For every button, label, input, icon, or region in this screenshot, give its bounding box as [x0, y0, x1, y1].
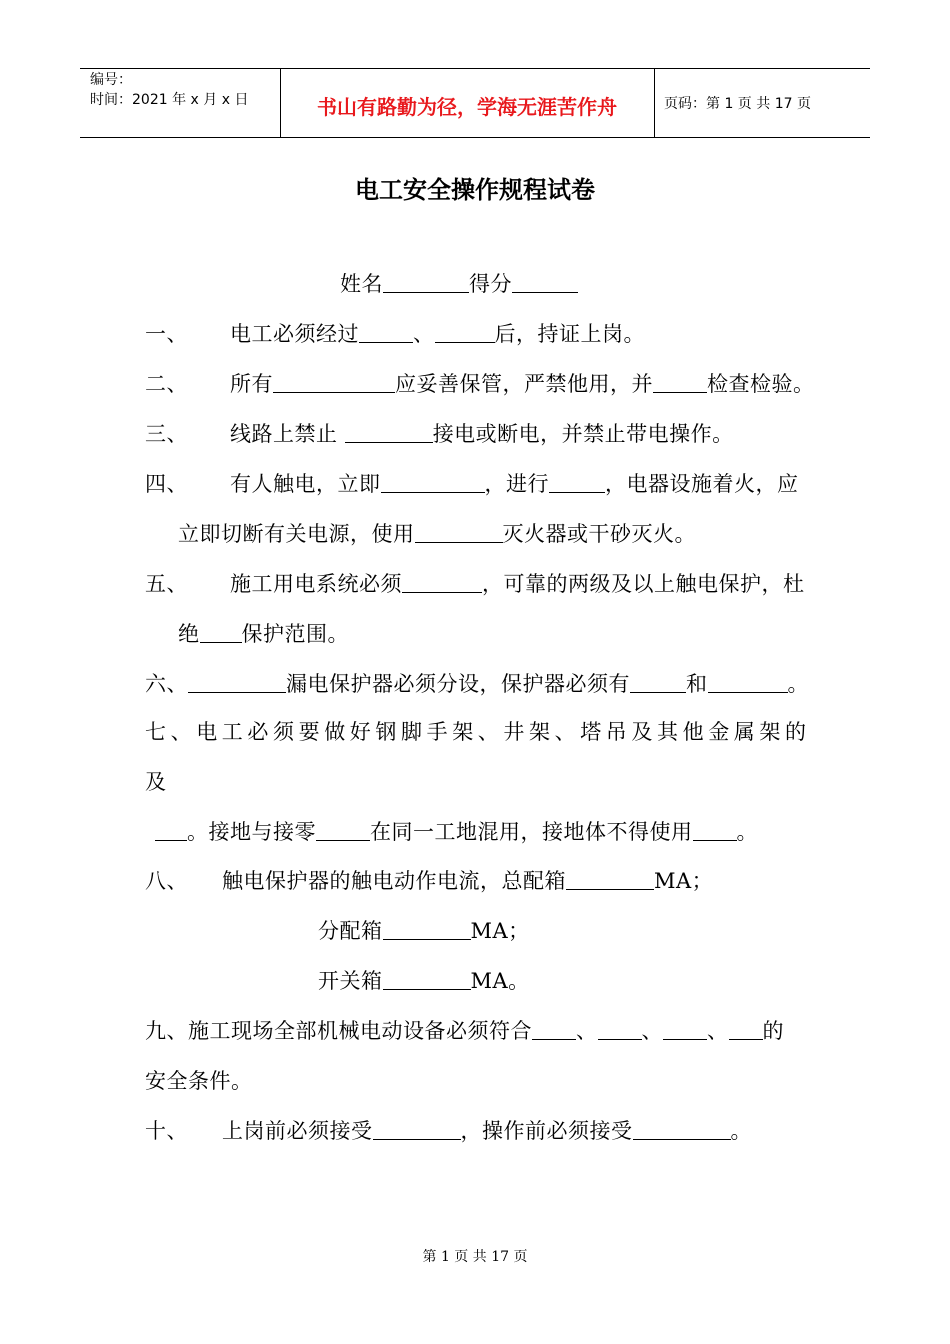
answer-blank[interactable]	[598, 1017, 642, 1040]
answer-blank[interactable]	[359, 320, 413, 343]
question-text: 。	[736, 820, 758, 844]
answer-blank[interactable]	[653, 370, 707, 393]
name-label: 姓名	[340, 272, 383, 296]
answer-blank[interactable]	[435, 320, 495, 343]
motto: 书山有路勤为径，学海无涯苦作舟	[317, 95, 617, 119]
question-text: 及	[145, 770, 167, 794]
question-text: 、	[576, 1019, 598, 1043]
question-text: 有人触电，立即	[230, 472, 381, 496]
question-text: 绝	[178, 622, 200, 646]
question-7-line-3	[155, 817, 758, 847]
question-text: ，操作前必须接受	[460, 1119, 633, 1143]
question-text: MA；	[654, 869, 714, 893]
answer-blank[interactable]	[316, 818, 370, 841]
page-info: 页码：第 1 页 共 17 页	[664, 96, 811, 112]
question-text: 。接地与接零	[187, 820, 316, 844]
question-text: 七、电工必须要做好钢脚手架、井架、塔吊及其他金属架的	[145, 720, 811, 744]
question-5-continued	[178, 619, 349, 649]
question-text: 开关箱	[318, 969, 383, 993]
question-text: 上岗前必须接受	[222, 1119, 373, 1143]
question-1	[145, 319, 645, 349]
question-2	[145, 369, 815, 399]
header-motto-cell	[280, 69, 655, 137]
question-text: 和	[686, 672, 708, 696]
question-8-line-2	[318, 916, 530, 946]
question-text: 后，持证上岗。	[494, 322, 645, 346]
question-text: 、	[641, 1019, 663, 1043]
question-text: 触电保护器的触电动作电流，总配箱	[222, 869, 566, 893]
answer-blank[interactable]	[729, 1017, 763, 1040]
question-text: 的	[762, 1019, 784, 1043]
question-number: 六、	[145, 672, 188, 696]
question-text: 所有	[230, 372, 273, 396]
answer-blank[interactable]	[708, 670, 788, 693]
answer-blank[interactable]	[200, 620, 242, 643]
page-title: 电工安全操作规程试卷	[355, 176, 595, 204]
question-text: ，进行	[484, 472, 549, 496]
answer-blank[interactable]	[663, 1017, 707, 1040]
question-text: MA。	[470, 969, 530, 993]
question-text: 分配箱	[318, 919, 383, 943]
question-text: 在同一工地混用，接地体不得使用	[370, 820, 693, 844]
page-footer: 第 1 页 共 17 页	[422, 1249, 528, 1265]
document-header	[80, 68, 870, 138]
header-page-cell	[654, 69, 870, 137]
question-4	[145, 469, 799, 499]
score-label: 得分	[469, 272, 512, 296]
question-number: 二、	[145, 372, 188, 396]
question-number: 十、	[145, 1119, 188, 1143]
answer-blank[interactable]	[373, 1117, 461, 1140]
answer-blank[interactable]	[155, 818, 187, 841]
question-text: 漏电保护器必须分设，保护器必须有	[286, 672, 630, 696]
answer-blank[interactable]	[549, 470, 605, 493]
question-number: 三、	[145, 422, 188, 446]
question-text: 接电或断电，并禁止带电操作。	[432, 422, 734, 446]
question-text: 。	[787, 672, 809, 696]
question-5	[145, 569, 805, 599]
date-label: 时间：2021 年 x 月 x 日	[90, 92, 249, 108]
question-7-line-2	[145, 767, 167, 797]
answer-blank[interactable]	[532, 1017, 576, 1040]
question-8	[145, 866, 713, 896]
serial-label: 编号：	[90, 72, 132, 88]
question-4-continued	[178, 519, 696, 549]
question-number: 四、	[145, 472, 188, 496]
score-blank[interactable]	[512, 270, 578, 293]
answer-blank[interactable]	[383, 917, 471, 940]
question-text: 灭火器或干砂灭火。	[502, 522, 696, 546]
question-text: 线路上禁止	[230, 422, 345, 446]
question-text: 安全条件。	[145, 1069, 253, 1093]
question-8-line-3	[318, 966, 530, 996]
question-6	[145, 669, 809, 699]
answer-blank[interactable]	[630, 670, 686, 693]
question-text: MA；	[470, 919, 530, 943]
answer-blank[interactable]	[566, 867, 654, 890]
question-text: 。	[730, 1119, 752, 1143]
header-meta-cell	[80, 69, 281, 137]
question-text: ，电器设施着火，应	[605, 472, 799, 496]
question-10	[145, 1116, 752, 1146]
answer-blank[interactable]	[188, 670, 286, 693]
answer-blank[interactable]	[383, 967, 471, 990]
question-text: 应妥善保管，严禁他用，并	[395, 372, 653, 396]
question-9	[145, 1016, 784, 1046]
question-3	[145, 419, 734, 449]
answer-blank[interactable]	[273, 370, 395, 393]
question-text: 、	[707, 1019, 729, 1043]
question-text: 九、施工现场全部机械电动设备必须符合	[145, 1019, 532, 1043]
question-text: 电工必须经过	[230, 322, 359, 346]
question-text: 、	[413, 322, 435, 346]
answer-blank[interactable]	[693, 818, 737, 841]
question-number: 八、	[145, 869, 188, 893]
answer-blank[interactable]	[345, 420, 433, 443]
name-blank[interactable]	[383, 270, 469, 293]
question-9-line-2	[145, 1066, 253, 1096]
question-number: 一、	[145, 322, 188, 346]
question-text: 施工用电系统必须	[230, 572, 402, 596]
answer-blank[interactable]	[633, 1117, 731, 1140]
question-text: 立即切断有关电源，使用	[178, 522, 415, 546]
answer-blank[interactable]	[415, 520, 503, 543]
question-7	[145, 717, 811, 747]
question-number: 五、	[145, 572, 188, 596]
question-text: 检查检验。	[707, 372, 815, 396]
question-text: 保护范围。	[241, 622, 349, 646]
question-text: ，可靠的两级及以上触电保护，杜	[482, 572, 805, 596]
answer-blank[interactable]	[402, 570, 482, 593]
name-score-row	[340, 269, 578, 299]
answer-blank[interactable]	[381, 470, 485, 493]
